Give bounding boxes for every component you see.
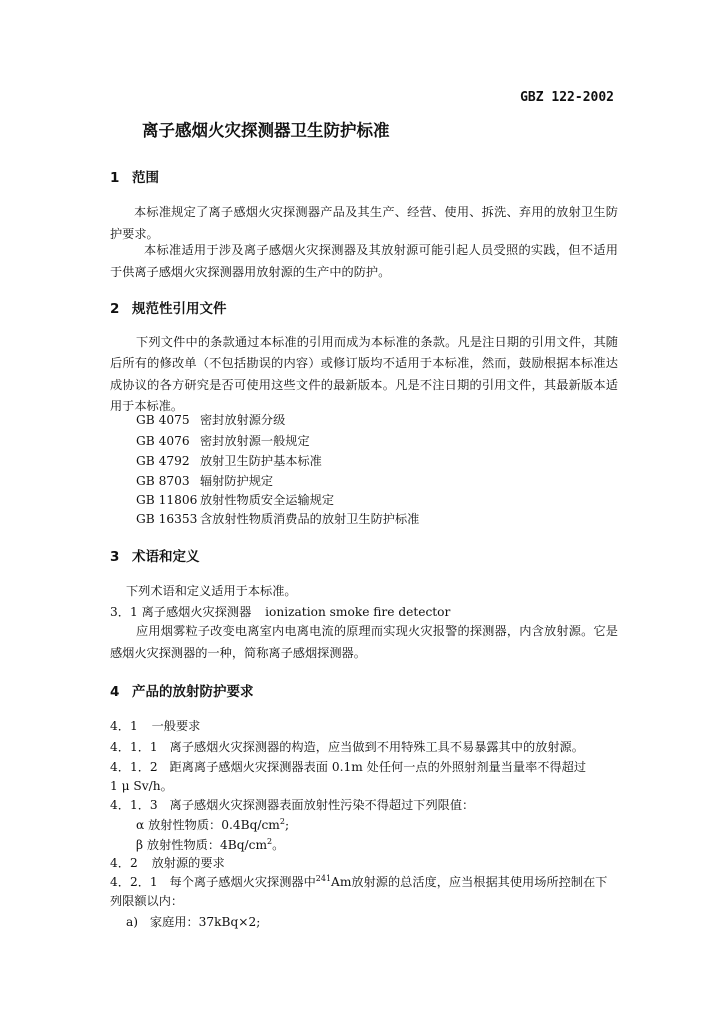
clause-number: 4．1 (110, 719, 138, 733)
clause-4-2 (110, 854, 225, 871)
clause-number: 4．2 (110, 856, 138, 870)
clause-4-1-2-continued: 1 μ Sv/h。 (110, 779, 173, 793)
reference-item (136, 491, 334, 508)
section-number: 4 (110, 684, 120, 700)
reference-code: GB 4075 (136, 413, 190, 427)
reference-item (136, 452, 322, 469)
clause-4-2-1-continued: 列限额以内： (110, 894, 184, 908)
superscript: 2 (279, 817, 285, 826)
clause-4-1-3 (110, 796, 474, 813)
reference-code: GB 16353 (136, 512, 198, 526)
list-item-a (126, 913, 260, 930)
clause-number: 4．1．3 (110, 798, 158, 812)
clause-text: 放射源的要求 (151, 856, 225, 870)
clause-4-1-1 (110, 738, 584, 755)
section-2-para: 下列文件中的条款通过本标准的引用而成为本标准的条款。凡是注日期的引用文件，其随后所有的修改单（不包括勘误的内容）或修订版均不适用于本标准，然而，鼓励根据本标准达成协议的各方研究是否可使用这些文件的最新版本。凡是不注日期的引用文件，其最新版本适用于本标准。 (110, 335, 618, 413)
standard-number: GBZ 122-2002 (520, 90, 614, 105)
section-title: 术语和定义 (132, 549, 200, 565)
clause-4-1-2 (110, 758, 586, 775)
reference-title: 放射性物质安全运输规定 (200, 493, 335, 507)
punctuation: ; (284, 818, 290, 832)
section-2-heading (110, 297, 227, 317)
clause-number: 3．1 (110, 605, 138, 619)
reference-item (136, 472, 273, 489)
section-number: 1 (110, 170, 120, 186)
reference-title: 密封放射源一般规定 (200, 434, 310, 448)
section-3-heading (110, 545, 200, 565)
isotope-mass-number: 241 (315, 874, 332, 883)
list-text: 家庭用：37kBq×2; (149, 915, 261, 929)
document-title: 离子感烟火灾探测器卫生防护标准 (142, 121, 390, 140)
section-3-intro: 下列术语和定义适用于本标准。 (126, 584, 297, 598)
clause-text: 离子感烟火灾探测器表面放射性污染不得超过下列限值： (169, 798, 475, 812)
section-1-para-2: 本标准适用于涉及离子感烟火灾探测器及其放射源可能引起人员受照的实践，但不适用于供离子感烟火灾探测器用放射源的生产中的防护。 (110, 243, 618, 279)
section-1-para-1: 本标准规定了离子感烟火灾探测器产品及其生产、经营、使用、拆洗、弃用的放射卫生防护要求。 (110, 205, 618, 241)
beta-limit-text: β 放射性物质：4Bq/cm (136, 838, 268, 852)
section-number: 3 (110, 549, 120, 565)
reference-code: GB 4076 (136, 434, 190, 448)
term-3-1 (110, 603, 450, 620)
section-number: 2 (110, 301, 120, 317)
clause-text: 每个离子感烟火灾探测器中 (169, 875, 316, 889)
reference-title: 密封放射源分级 (200, 413, 286, 427)
term-definition: 应用烟雾粒子改变电离室内电离电流的原理而实现火灾报警的探测器，内含放射源。它是感烟火灾探测器的一种，简称离子感烟探测器。 (110, 624, 618, 660)
reference-code: GB 8703 (136, 474, 190, 488)
clause-4-2-1 (110, 873, 607, 890)
reference-code: GB 4792 (136, 454, 190, 468)
section-4-heading (110, 680, 254, 700)
reference-code: GB 11806 (136, 493, 198, 507)
clause-text: 离子感烟火灾探测器的构造，应当做到不用特殊工具不易暴露其中的放射源。 (169, 740, 584, 754)
clause-text: 一般要求 (151, 719, 201, 733)
term-english: ionization smoke fire detector (265, 605, 451, 619)
superscript: 2 (267, 837, 273, 846)
reference-item (136, 510, 419, 527)
beta-limit (136, 836, 284, 853)
clause-text: 距离离子感烟火灾探测器表面 0.1m 处任何一点的外照射剂量当量率不得超过 (169, 760, 587, 774)
section-title: 范围 (132, 170, 159, 186)
reference-title: 辐射防护规定 (200, 474, 274, 488)
section-title: 产品的放射防护要求 (132, 684, 254, 700)
reference-item (136, 411, 285, 428)
section-title: 规范性引用文件 (132, 301, 227, 317)
list-label: a) (126, 915, 139, 929)
term-chinese: 离子感烟火灾探测器 (141, 605, 252, 619)
reference-item (136, 432, 310, 449)
clause-number: 4．1．2 (110, 760, 158, 774)
clause-number: 4．1．1 (110, 740, 158, 754)
reference-title: 放射卫生防护基本标准 (200, 454, 322, 468)
clause-4-1 (110, 717, 200, 734)
alpha-limit-text: α 放射性物质：0.4Bq/cm (136, 818, 280, 832)
section-1-heading (110, 166, 159, 186)
clause-number: 4．2．1 (110, 875, 158, 889)
clause-text-continued: Am放射源的总活度，应当根据其使用场所控制在下 (331, 875, 608, 889)
reference-title: 含放射性物质消费品的放射卫生防护标准 (200, 512, 420, 526)
punctuation: 。 (272, 838, 285, 852)
alpha-limit (136, 816, 289, 833)
